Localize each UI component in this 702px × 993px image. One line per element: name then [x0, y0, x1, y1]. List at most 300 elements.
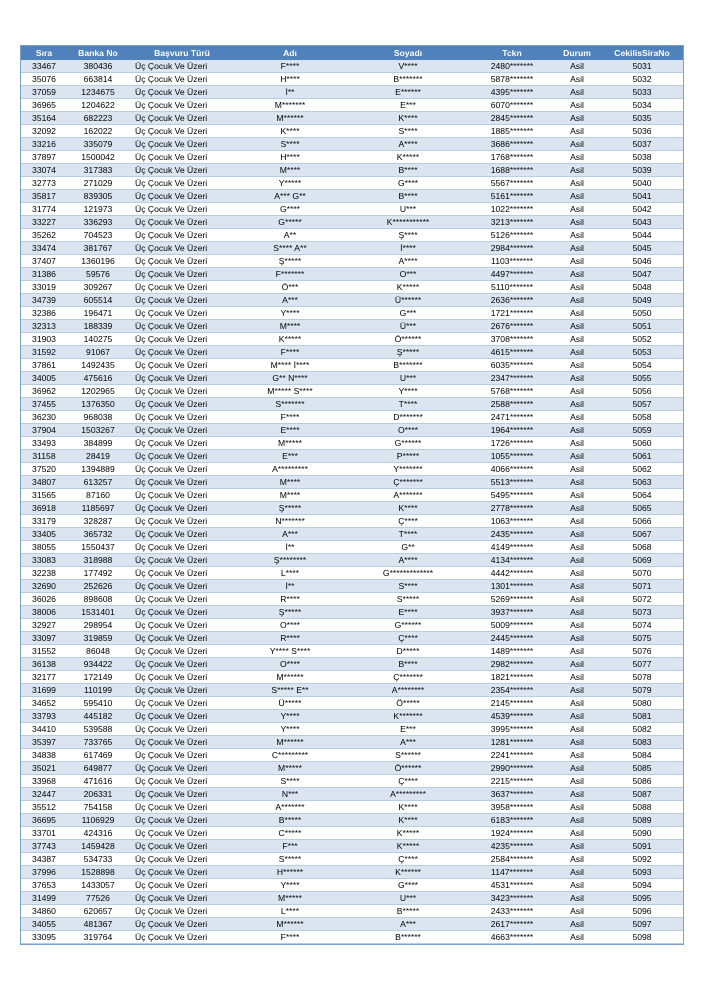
- tckn-cell: 1821*******: [471, 671, 553, 684]
- results-table-container: [20, 45, 684, 945]
- header-row: [21, 46, 683, 60]
- cekilis-sira-no-cell: 5085: [601, 762, 683, 775]
- durum-cell: Asil: [553, 606, 601, 619]
- tckn-cell: 2471*******: [471, 411, 553, 424]
- soyadi-cell: Ö******: [345, 762, 471, 775]
- basvuru-turu-cell: Üç Çocuk Ve Üzeri: [129, 541, 235, 554]
- soyadi-cell: O***: [345, 268, 471, 281]
- soyadi-cell: A****: [345, 138, 471, 151]
- banka-no-cell: 77526: [67, 892, 129, 905]
- adi-cell: M******: [235, 918, 345, 931]
- adi-cell: L****: [235, 905, 345, 918]
- cekilis-sira-no-cell: 5054: [601, 359, 683, 372]
- cekilis-sira-no-cell: 5039: [601, 164, 683, 177]
- header-adi: Adı: [283, 48, 297, 58]
- basvuru-turu-cell: Üç Çocuk Ve Üzeri: [129, 333, 235, 346]
- durum-cell: Asil: [553, 177, 601, 190]
- banka-no-cell: 380436: [67, 60, 129, 73]
- basvuru-turu-cell: Üç Çocuk Ve Üzeri: [129, 684, 235, 697]
- tckn-cell: 2354*******: [471, 684, 553, 697]
- banka-no-cell: 140275: [67, 333, 129, 346]
- sira-cell: 32313: [21, 320, 67, 333]
- durum-cell: Asil: [553, 762, 601, 775]
- durum-cell: Asil: [553, 866, 601, 879]
- cekilis-sira-no-cell: 5047: [601, 268, 683, 281]
- banka-no-cell: 121973: [67, 203, 129, 216]
- table-row: [21, 827, 683, 840]
- banka-no-cell: 1550437: [67, 541, 129, 554]
- banka-no-cell: 1459428: [67, 840, 129, 853]
- adi-cell: E****: [235, 424, 345, 437]
- tckn-cell: 1063*******: [471, 515, 553, 528]
- adi-cell: O****: [235, 658, 345, 671]
- basvuru-turu-cell: Üç Çocuk Ve Üzeri: [129, 73, 235, 86]
- basvuru-turu-cell: Üç Çocuk Ve Üzeri: [129, 112, 235, 125]
- sira-cell: 34652: [21, 697, 67, 710]
- tckn-cell: 5878*******: [471, 73, 553, 86]
- soyadi-cell: B****: [345, 658, 471, 671]
- tckn-cell: 5126*******: [471, 229, 553, 242]
- cekilis-sira-no-cell: 5046: [601, 255, 683, 268]
- header-soyadi: Soyadı: [393, 48, 423, 58]
- durum-cell: Asil: [553, 554, 601, 567]
- cekilis-sira-no-cell: 5045: [601, 242, 683, 255]
- soyadi-cell: K*****: [345, 827, 471, 840]
- soyadi-cell: A********: [345, 684, 471, 697]
- soyadi-cell: G****: [345, 177, 471, 190]
- durum-cell: Asil: [553, 450, 601, 463]
- basvuru-turu-cell: Üç Çocuk Ve Üzeri: [129, 411, 235, 424]
- table-row: [21, 294, 683, 307]
- adi-cell: F***: [235, 840, 345, 853]
- table-row: [21, 788, 683, 801]
- sira-cell: 37904: [21, 424, 67, 437]
- tckn-cell: 2778*******: [471, 502, 553, 515]
- durum-cell: Asil: [553, 333, 601, 346]
- soyadi-cell: S*****: [345, 593, 471, 606]
- basvuru-turu-cell: Üç Çocuk Ve Üzeri: [129, 489, 235, 502]
- durum-cell: Asil: [553, 73, 601, 86]
- sira-cell: 31158: [21, 450, 67, 463]
- basvuru-turu-cell: Üç Çocuk Ve Üzeri: [129, 814, 235, 827]
- cekilis-sira-no-cell: 5087: [601, 788, 683, 801]
- cekilis-sira-no-cell: 5090: [601, 827, 683, 840]
- soyadi-cell: V****: [345, 60, 471, 73]
- durum-cell: Asil: [553, 424, 601, 437]
- table-row: [21, 411, 683, 424]
- tckn-cell: 4395*******: [471, 86, 553, 99]
- table-row: [21, 853, 683, 866]
- cekilis-sira-no-cell: 5091: [601, 840, 683, 853]
- table-row: [21, 879, 683, 892]
- table-row: [21, 918, 683, 931]
- cekilis-sira-no-cell: 5044: [601, 229, 683, 242]
- soyadi-cell: B*******: [345, 73, 471, 86]
- cekilis-sira-no-cell: 5076: [601, 645, 683, 658]
- adi-cell: S****: [235, 138, 345, 151]
- durum-cell: Asil: [553, 905, 601, 918]
- banka-no-cell: 110199: [67, 684, 129, 697]
- cekilis-sira-no-cell: 5058: [601, 411, 683, 424]
- adi-cell: N*******: [235, 515, 345, 528]
- cekilis-sira-no-cell: 5056: [601, 385, 683, 398]
- tckn-cell: 3686*******: [471, 138, 553, 151]
- banka-no-cell: 1376350: [67, 398, 129, 411]
- banka-no-cell: 605514: [67, 294, 129, 307]
- adi-cell: C*********: [235, 749, 345, 762]
- sira-cell: 35262: [21, 229, 67, 242]
- table-row: [21, 645, 683, 658]
- sira-cell: 33793: [21, 710, 67, 723]
- basvuru-turu-cell: Üç Çocuk Ve Üzeri: [129, 437, 235, 450]
- table-row: [21, 762, 683, 775]
- soyadi-cell: K*****: [345, 281, 471, 294]
- sira-cell: 32690: [21, 580, 67, 593]
- soyadi-cell: Ç****: [345, 853, 471, 866]
- adi-cell: M****: [235, 489, 345, 502]
- basvuru-turu-cell: Üç Çocuk Ve Üzeri: [129, 801, 235, 814]
- basvuru-turu-cell: Üç Çocuk Ve Üzeri: [129, 346, 235, 359]
- adi-cell: M*****: [235, 892, 345, 905]
- durum-cell: Asil: [553, 255, 601, 268]
- durum-cell: Asil: [553, 151, 601, 164]
- sira-cell: 31386: [21, 268, 67, 281]
- cekilis-sira-no-cell: 5074: [601, 619, 683, 632]
- banka-no-cell: 934422: [67, 658, 129, 671]
- table-header: [21, 46, 683, 60]
- adi-cell: A*********: [235, 463, 345, 476]
- tckn-cell: 2215*******: [471, 775, 553, 788]
- sira-cell: 36230: [21, 411, 67, 424]
- sira-cell: 32177: [21, 671, 67, 684]
- banka-no-cell: 471616: [67, 775, 129, 788]
- banka-no-cell: 704523: [67, 229, 129, 242]
- tckn-cell: 3213*******: [471, 216, 553, 229]
- soyadi-cell: Ö*****: [345, 697, 471, 710]
- tckn-cell: 1924*******: [471, 827, 553, 840]
- tckn-cell: 1768*******: [471, 151, 553, 164]
- basvuru-turu-cell: Üç Çocuk Ve Üzeri: [129, 710, 235, 723]
- adi-cell: B*****: [235, 814, 345, 827]
- banka-no-cell: 839305: [67, 190, 129, 203]
- table-row: [21, 138, 683, 151]
- adi-cell: M******: [235, 112, 345, 125]
- tckn-cell: 2145*******: [471, 697, 553, 710]
- soyadi-cell: P*****: [345, 450, 471, 463]
- sira-cell: 34838: [21, 749, 67, 762]
- durum-cell: Asil: [553, 684, 601, 697]
- soyadi-cell: E******: [345, 86, 471, 99]
- soyadi-cell: G******: [345, 437, 471, 450]
- table-row: [21, 164, 683, 177]
- soyadi-cell: Ç****: [345, 515, 471, 528]
- sira-cell: 33019: [21, 281, 67, 294]
- basvuru-turu-cell: Üç Çocuk Ve Üzeri: [129, 398, 235, 411]
- soyadi-cell: K***********: [345, 216, 471, 229]
- tckn-cell: 2676*******: [471, 320, 553, 333]
- adi-cell: M****: [235, 476, 345, 489]
- sira-cell: 33179: [21, 515, 67, 528]
- cekilis-sira-no-cell: 5038: [601, 151, 683, 164]
- sira-cell: 31565: [21, 489, 67, 502]
- header-tckn: Tckn: [502, 48, 522, 58]
- tckn-cell: 5768*******: [471, 385, 553, 398]
- banka-no-cell: 335079: [67, 138, 129, 151]
- basvuru-turu-cell: Üç Çocuk Ve Üzeri: [129, 385, 235, 398]
- soyadi-cell: A****: [345, 554, 471, 567]
- sira-cell: 36965: [21, 99, 67, 112]
- cekilis-sira-no-cell: 5072: [601, 593, 683, 606]
- tckn-cell: 4442*******: [471, 567, 553, 580]
- adi-cell: Y****: [235, 879, 345, 892]
- banka-no-cell: 177492: [67, 567, 129, 580]
- soyadi-cell: G******: [345, 619, 471, 632]
- banka-no-cell: 336293: [67, 216, 129, 229]
- basvuru-turu-cell: Üç Çocuk Ve Üzeri: [129, 320, 235, 333]
- banka-no-cell: 1202965: [67, 385, 129, 398]
- basvuru-turu-cell: Üç Çocuk Ve Üzeri: [129, 216, 235, 229]
- sira-cell: 35817: [21, 190, 67, 203]
- basvuru-turu-cell: Üç Çocuk Ve Üzeri: [129, 762, 235, 775]
- table-row: [21, 255, 683, 268]
- basvuru-turu-cell: Üç Çocuk Ve Üzeri: [129, 138, 235, 151]
- cekilis-sira-no-cell: 5061: [601, 450, 683, 463]
- basvuru-turu-cell: Üç Çocuk Ve Üzeri: [129, 788, 235, 801]
- tckn-cell: 4134*******: [471, 554, 553, 567]
- table-row: [21, 814, 683, 827]
- basvuru-turu-cell: Üç Çocuk Ve Üzeri: [129, 463, 235, 476]
- table-row: [21, 385, 683, 398]
- cekilis-sira-no-cell: 5071: [601, 580, 683, 593]
- header-basvuru-turu: Başvuru Türü: [154, 48, 210, 58]
- basvuru-turu-cell: Üç Çocuk Ve Üzeri: [129, 632, 235, 645]
- tckn-cell: 1055*******: [471, 450, 553, 463]
- table-row: [21, 619, 683, 632]
- basvuru-turu-cell: Üç Çocuk Ve Üzeri: [129, 476, 235, 489]
- sira-cell: 34005: [21, 372, 67, 385]
- cekilis-sira-no-cell: 5097: [601, 918, 683, 931]
- banka-no-cell: 381767: [67, 242, 129, 255]
- sira-cell: 37861: [21, 359, 67, 372]
- durum-cell: Asil: [553, 268, 601, 281]
- cekilis-sira-no-cell: 5089: [601, 814, 683, 827]
- tckn-cell: 2347*******: [471, 372, 553, 385]
- banka-no-cell: 663814: [67, 73, 129, 86]
- banka-no-cell: 172149: [67, 671, 129, 684]
- basvuru-turu-cell: Üç Çocuk Ve Üzeri: [129, 255, 235, 268]
- basvuru-turu-cell: Üç Çocuk Ve Üzeri: [129, 736, 235, 749]
- table-row: [21, 515, 683, 528]
- soyadi-cell: Ü***: [345, 320, 471, 333]
- basvuru-turu-cell: Üç Çocuk Ve Üzeri: [129, 229, 235, 242]
- banka-no-cell: 87160: [67, 489, 129, 502]
- banka-no-cell: 206331: [67, 788, 129, 801]
- cekilis-sira-no-cell: 5088: [601, 801, 683, 814]
- table-row: [21, 216, 683, 229]
- sira-cell: 35512: [21, 801, 67, 814]
- adi-cell: Y**** S****: [235, 645, 345, 658]
- soyadi-cell: D*****: [345, 645, 471, 658]
- banka-no-cell: 252626: [67, 580, 129, 593]
- table-row: [21, 567, 683, 580]
- sira-cell: 36138: [21, 658, 67, 671]
- durum-cell: Asil: [553, 580, 601, 593]
- sira-cell: 37520: [21, 463, 67, 476]
- durum-cell: Asil: [553, 489, 601, 502]
- durum-cell: Asil: [553, 749, 601, 762]
- adi-cell: F*******: [235, 268, 345, 281]
- sira-cell: 36695: [21, 814, 67, 827]
- cekilis-sira-no-cell: 5036: [601, 125, 683, 138]
- basvuru-turu-cell: Üç Çocuk Ve Üzeri: [129, 671, 235, 684]
- table-row: [21, 905, 683, 918]
- tckn-cell: 3637*******: [471, 788, 553, 801]
- adi-cell: A**: [235, 229, 345, 242]
- adi-cell: G****: [235, 203, 345, 216]
- tckn-cell: 1726*******: [471, 437, 553, 450]
- basvuru-turu-cell: Üç Çocuk Ve Üzeri: [129, 203, 235, 216]
- tckn-cell: 4149*******: [471, 541, 553, 554]
- soyadi-cell: A*******: [345, 489, 471, 502]
- banka-no-cell: 620657: [67, 905, 129, 918]
- basvuru-turu-cell: Üç Çocuk Ve Üzeri: [129, 372, 235, 385]
- basvuru-turu-cell: Üç Çocuk Ve Üzeri: [129, 164, 235, 177]
- cekilis-sira-no-cell: 5078: [601, 671, 683, 684]
- cekilis-sira-no-cell: 5035: [601, 112, 683, 125]
- basvuru-turu-cell: Üç Çocuk Ve Üzeri: [129, 151, 235, 164]
- tckn-cell: 1489*******: [471, 645, 553, 658]
- basvuru-turu-cell: Üç Çocuk Ve Üzeri: [129, 281, 235, 294]
- sira-cell: 33074: [21, 164, 67, 177]
- soyadi-cell: A****: [345, 255, 471, 268]
- durum-cell: Asil: [553, 827, 601, 840]
- durum-cell: Asil: [553, 476, 601, 489]
- adi-cell: A*******: [235, 801, 345, 814]
- adi-cell: L****: [235, 567, 345, 580]
- basvuru-turu-cell: Üç Çocuk Ve Üzeri: [129, 840, 235, 853]
- sira-cell: 38006: [21, 606, 67, 619]
- cekilis-sira-no-cell: 5086: [601, 775, 683, 788]
- basvuru-turu-cell: Üç Çocuk Ve Üzeri: [129, 307, 235, 320]
- table-row: [21, 398, 683, 411]
- soyadi-cell: Ö******: [345, 333, 471, 346]
- tckn-cell: 5009*******: [471, 619, 553, 632]
- table-row: [21, 801, 683, 814]
- cekilis-sira-no-cell: 5079: [601, 684, 683, 697]
- banka-no-cell: 271029: [67, 177, 129, 190]
- tckn-cell: 1147*******: [471, 866, 553, 879]
- sira-cell: 33701: [21, 827, 67, 840]
- banka-no-cell: 384899: [67, 437, 129, 450]
- durum-cell: Asil: [553, 723, 601, 736]
- basvuru-turu-cell: Üç Çocuk Ve Üzeri: [129, 177, 235, 190]
- tckn-cell: 4066*******: [471, 463, 553, 476]
- adi-cell: Ü*****: [235, 697, 345, 710]
- soyadi-cell: B****: [345, 190, 471, 203]
- adi-cell: S**** A**: [235, 242, 345, 255]
- sira-cell: 32386: [21, 307, 67, 320]
- table-row: [21, 502, 683, 515]
- basvuru-turu-cell: Üç Çocuk Ve Üzeri: [129, 775, 235, 788]
- basvuru-turu-cell: Üç Çocuk Ve Üzeri: [129, 619, 235, 632]
- basvuru-turu-cell: Üç Çocuk Ve Üzeri: [129, 242, 235, 255]
- cekilis-sira-no-cell: 5043: [601, 216, 683, 229]
- cekilis-sira-no-cell: 5077: [601, 658, 683, 671]
- cekilis-sira-no-cell: 5083: [601, 736, 683, 749]
- table-row: [21, 125, 683, 138]
- cekilis-sira-no-cell: 5098: [601, 931, 683, 944]
- sira-cell: 33968: [21, 775, 67, 788]
- sira-cell: 32773: [21, 177, 67, 190]
- durum-cell: Asil: [553, 307, 601, 320]
- adi-cell: S****: [235, 775, 345, 788]
- table-row: [21, 892, 683, 905]
- sira-cell: 31499: [21, 892, 67, 905]
- durum-cell: Asil: [553, 710, 601, 723]
- soyadi-cell: K*****: [345, 840, 471, 853]
- soyadi-cell: U***: [345, 372, 471, 385]
- tckn-cell: 1688*******: [471, 164, 553, 177]
- soyadi-cell: Ç*******: [345, 671, 471, 684]
- sira-cell: 32238: [21, 567, 67, 580]
- durum-cell: Asil: [553, 216, 601, 229]
- tckn-cell: 3995*******: [471, 723, 553, 736]
- cekilis-sira-no-cell: 5059: [601, 424, 683, 437]
- table-row: [21, 86, 683, 99]
- soyadi-cell: B*******: [345, 359, 471, 372]
- adi-cell: A***: [235, 528, 345, 541]
- basvuru-turu-cell: Üç Çocuk Ve Üzeri: [129, 723, 235, 736]
- durum-cell: Asil: [553, 359, 601, 372]
- table-row: [21, 424, 683, 437]
- table-row: [21, 73, 683, 86]
- tckn-cell: 4497*******: [471, 268, 553, 281]
- soyadi-cell: E****: [345, 606, 471, 619]
- basvuru-turu-cell: Üç Çocuk Ve Üzeri: [129, 593, 235, 606]
- cekilis-sira-no-cell: 5053: [601, 346, 683, 359]
- adi-cell: M****: [235, 320, 345, 333]
- cekilis-sira-no-cell: 5093: [601, 866, 683, 879]
- adi-cell: Ö***: [235, 281, 345, 294]
- table-row: [21, 99, 683, 112]
- durum-cell: Asil: [553, 788, 601, 801]
- cekilis-sira-no-cell: 5073: [601, 606, 683, 619]
- cekilis-sira-no-cell: 5095: [601, 892, 683, 905]
- tckn-cell: 2588*******: [471, 398, 553, 411]
- adi-cell: Ş*****: [235, 606, 345, 619]
- basvuru-turu-cell: Üç Çocuk Ve Üzeri: [129, 853, 235, 866]
- durum-cell: Asil: [553, 320, 601, 333]
- durum-cell: Asil: [553, 775, 601, 788]
- adi-cell: Ş*****: [235, 502, 345, 515]
- soyadi-cell: G**: [345, 541, 471, 554]
- cekilis-sira-no-cell: 5051: [601, 320, 683, 333]
- table-row: [21, 372, 683, 385]
- tckn-cell: 6070*******: [471, 99, 553, 112]
- sira-cell: 33467: [21, 60, 67, 73]
- table-row: [21, 281, 683, 294]
- banka-no-cell: 445182: [67, 710, 129, 723]
- basvuru-turu-cell: Üç Çocuk Ve Üzeri: [129, 86, 235, 99]
- durum-cell: Asil: [553, 437, 601, 450]
- durum-cell: Asil: [553, 918, 601, 931]
- soyadi-cell: K****: [345, 112, 471, 125]
- banka-no-cell: 59576: [67, 268, 129, 281]
- cekilis-sira-no-cell: 5034: [601, 99, 683, 112]
- durum-cell: Asil: [553, 645, 601, 658]
- banka-no-cell: 613257: [67, 476, 129, 489]
- basvuru-turu-cell: Üç Çocuk Ve Üzeri: [129, 502, 235, 515]
